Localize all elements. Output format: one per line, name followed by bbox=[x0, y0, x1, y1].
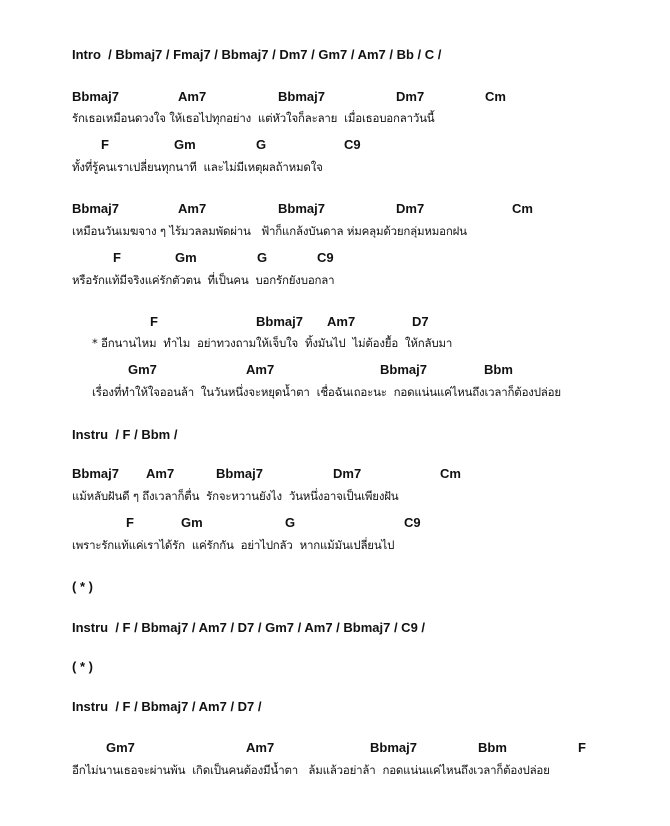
chord: Cm bbox=[512, 201, 533, 216]
chord: Bbmaj7 bbox=[72, 89, 119, 104]
chord: G bbox=[256, 137, 267, 152]
chord: Bbmaj7 bbox=[380, 362, 427, 377]
chord: Gm7 bbox=[106, 740, 135, 755]
chord: Bbmaj7 bbox=[72, 201, 119, 216]
lyric-line: หรือรักแท้มีจริงแค่รักตัวตน ที่เป็นคน บอกรักยังบอกลา bbox=[72, 273, 335, 287]
lyric-line: เพราะรักแท้แค่เราได้รัก แค่รักกัน อย่าไปกลัว หากแม้มันเปลี่ยนไป bbox=[72, 538, 395, 552]
chord: F bbox=[113, 250, 121, 265]
repeat-chorus-marker: ( * ) bbox=[72, 659, 93, 674]
chord: Am7 bbox=[178, 89, 207, 104]
chord: Dm7 bbox=[396, 89, 425, 104]
instrumental-line: Instru / F / Bbm / bbox=[72, 427, 178, 442]
chord: Am7 bbox=[178, 201, 207, 216]
chord: Bbmaj7 bbox=[370, 740, 417, 755]
chord: Gm bbox=[181, 515, 203, 530]
chord: Gm bbox=[175, 250, 197, 265]
chord: F bbox=[578, 740, 586, 755]
chord: Am7 bbox=[246, 740, 275, 755]
chord: Bbmaj7 bbox=[256, 314, 303, 329]
lyric-line: * อีกนานไหม ทำไม อย่าทวงถามให้เจ็บใจ ทิ้งมันไป ไม่ต้องยื้อ ให้กลับมา bbox=[92, 336, 453, 350]
chord: Bbm bbox=[484, 362, 513, 377]
lyric-line: อีกไม่นานเธอจะผ่านพ้น เกิดเป็นคนต้องมีน้ำตา ล้มแล้วอย่าล้า กอดแน่นแค่ไหนถึงเวลาก็ต้องปล่อย bbox=[72, 763, 550, 777]
chord: Bbmaj7 bbox=[278, 89, 325, 104]
chord: F bbox=[101, 137, 109, 152]
chord: Gm bbox=[174, 137, 196, 152]
chord: Cm bbox=[485, 89, 506, 104]
chord: Cm bbox=[440, 466, 461, 481]
chord: C9 bbox=[317, 250, 334, 265]
chord: C9 bbox=[344, 137, 361, 152]
chord: G bbox=[285, 515, 296, 530]
chord: G bbox=[257, 250, 268, 265]
instrumental-line: Instru / F / Bbmaj7 / Am7 / D7 / bbox=[72, 699, 262, 714]
repeat-chorus-marker: ( * ) bbox=[72, 579, 93, 594]
chord: C9 bbox=[404, 515, 421, 530]
chord: F bbox=[150, 314, 158, 329]
chord: Bbmaj7 bbox=[278, 201, 325, 216]
lyric-line: เรื่องที่ทำให้ใจออนล้า ในวันหนึ่งจะหยุดน้ำตา เชื่อฉันเถอะนะ กอดแน่นแค่ไหนถึงเวลาก็ต้องปล่อย bbox=[92, 385, 561, 399]
chord: Dm7 bbox=[333, 466, 362, 481]
chord: Am7 bbox=[327, 314, 356, 329]
lyric-line: ทั้งที่รู้คนเราเปลี่ยนทุกนาที และไม่มีเหตุผลถ้าหมดใจ bbox=[72, 160, 323, 174]
chord: Bbm bbox=[478, 740, 507, 755]
intro-line: Intro / Bbmaj7 / Fmaj7 / Bbmaj7 / Dm7 / Gm7 / Am7 / Bb / C / bbox=[72, 47, 442, 62]
chord: Am7 bbox=[246, 362, 275, 377]
lyric-line: แม้หลับฝันดี ๆ ถึงเวลาก็ตื่น รักจะหวานยังไง วันหนึ่งอาจเป็นเพียงฝัน bbox=[72, 489, 399, 503]
lyric-line: เหมือนวันเมฆจาง ๆ ไร้มวลลมพัดผ่าน ฟ้าก็แกล้งบันดาล ห่มคลุมด้วยกลุ่มหมอกฝน bbox=[72, 224, 467, 238]
chord: Am7 bbox=[146, 466, 175, 481]
chord: Gm7 bbox=[128, 362, 157, 377]
chord: Bbmaj7 bbox=[216, 466, 263, 481]
chord: F bbox=[126, 515, 134, 530]
chord: Dm7 bbox=[396, 201, 425, 216]
instrumental-line: Instru / F / Bbmaj7 / Am7 / D7 / Gm7 / Am7 / Bbmaj7 / C9 / bbox=[72, 620, 426, 635]
chord: Bbmaj7 bbox=[72, 466, 119, 481]
lyric-line: รักเธอเหมือนดวงใจ ให้เธอไปทุกอย่าง แต่หัวใจก็ละลาย เมื่อเธอบอกลาวันนี้ bbox=[72, 111, 435, 125]
chord: D7 bbox=[412, 314, 429, 329]
